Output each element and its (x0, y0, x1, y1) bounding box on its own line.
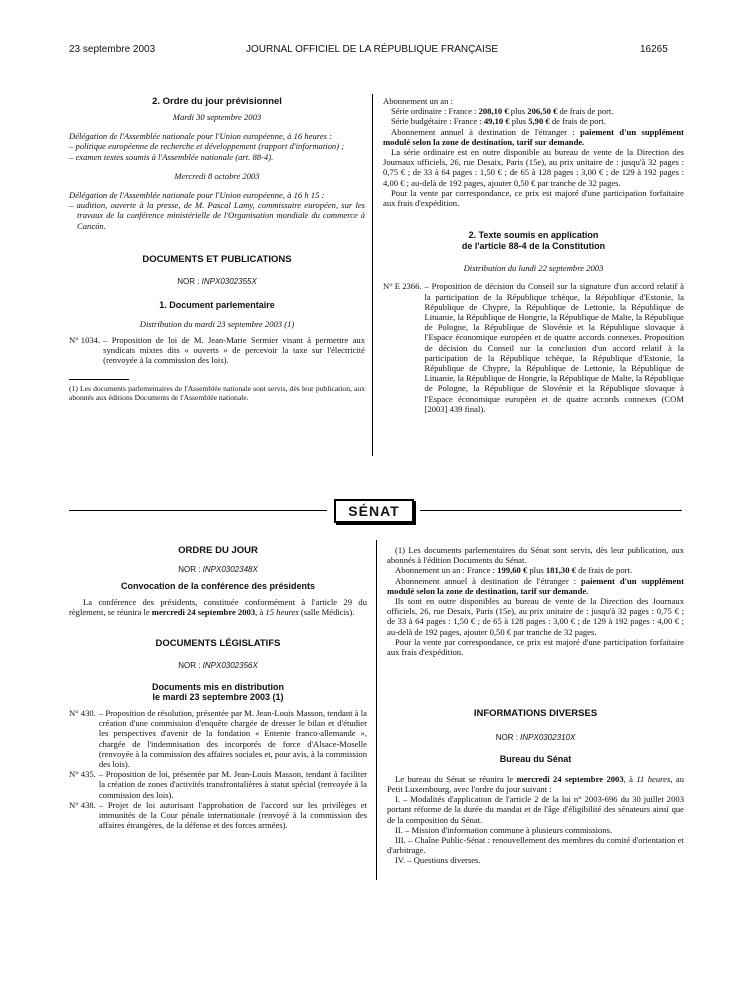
agenda-item: – examen textes soumis à l'Assemblée nationale (art. 88-4). (69, 151, 274, 162)
agenda-item: – politique européenne de recherche et développement (rapport d'information) ; (69, 141, 345, 152)
subsection-title: Documents mis en distribution le mardi 23 septembre 2003 (1) (151, 681, 284, 703)
agenda-item: III. – Chaîne Public-Sénat : renouvellement des membres du comité d'orientation et d'arbitrage. (387, 834, 684, 856)
section-title: DOCUMENTS LÉGISLATIFS (155, 637, 281, 649)
header-page-number: 16265 (640, 44, 668, 55)
entry-text: – Projet de loi autorisant l'approbation de l'accord sur les privilèges et immunités de la Cour pénale internationale (renvoyé à la commission des affaires étrangères, de la défense et des forces armées). (98, 799, 367, 831)
an-left-column (69, 96, 365, 402)
foreign-subscription: Abonnement annuel à destination de l'étranger : paiement d'un supplément modulé selon la zone de destination, tarif sur demande. (383, 126, 684, 147)
mail-order-info: Pour la vente par correspondance, ce prix est majoré d'une participation forfaitaire aux frais d'expédition. (387, 636, 684, 658)
footnote: (1) Les documents parlementaires de l'Assemblée nationale sont servis, dès leur publication, aux abonnés aux éditions Documents de l'Assemblée nationale. (69, 384, 365, 403)
distribution-date: Distribution du mardi 23 septembre 2003 (1) (139, 319, 295, 330)
document-entry (69, 800, 367, 831)
entry-number: N° 430. (69, 707, 96, 718)
separator-line (420, 510, 682, 511)
subsection-title: Bureau du Sénat (499, 754, 572, 765)
mail-order-info: Pour la vente par correspondance, ce prix est majoré d'une participation forfaitaire aux frais d'expédition. (383, 187, 684, 209)
document-entry (69, 769, 367, 800)
entry-text: – Proposition de résolution, présentée par M. Jean-Louis Masson, tendant à la création d'une commission d'enquête chargée de dresser le bilan et d'étudier les perspectives d'avenir de la fondation « Entente franco-allemande », chargée de l'indemnisation des incorporés de force d'Alsace-Moselle (renvoyée à la commission des affaires sociales et, pour avis, à la commission des lois). (98, 707, 367, 769)
senat-right-column (387, 545, 684, 866)
an-right-column (383, 96, 684, 414)
section-title: 2. Texte soumis en application de l'article 88-4 de la Constitution (461, 230, 606, 251)
footnote-rule (69, 379, 129, 380)
nor-reference: NOR : INPX0302356X (178, 660, 258, 670)
subscription-intro: Abonnement un an : (383, 96, 453, 106)
header-date: 23 septembre 2003 (69, 44, 156, 55)
column-divider (372, 94, 373, 456)
subscription-line: Série ordinaire : France : 208,10 € plus 206,50 € de frais de port. (391, 106, 614, 117)
sale-info: La série ordinaire est en outre disponible au bureau de vente de la Direction des Journaux officiels, 26, rue Desaix, Paris (15e), au prix unitaire de : jusqu'à 32 pages : 0,75 € ; de 33 à 64 pages : 1,50 € ; de 65 à 128 pages : 3,00 € ; de 129 à 192 pages : 4,00 € ; au-delà de 192 pages, ajouter 0,50 € par tranche de 32 pages. (383, 147, 684, 188)
document-entry (69, 335, 365, 366)
date-heading: Mardi 30 septembre 2003 (172, 112, 262, 122)
subsection-title: 1. Document parlementaire (159, 299, 275, 310)
distribution-date: Distribution du lundi 22 septembre 2003 (463, 263, 604, 274)
footnote: (1) Les documents parlementaires du Sénat sont servis, dès leur publication, aux abonnés à l'édition Documents du Sénat. (387, 545, 684, 566)
entry-number: N° E 2366. (383, 281, 422, 292)
sale-info: Ils sont en outre disponibles au bureau de vente de la Direction des Journaux officiels, 26, rue Desaix, Paris (15e), au prix unitaire de : jusqu'à 32 pages : 0,75 € ; de 33 à 64 pages : 1,50 € ; de 65 à 128 pages : 3,00 € ; de 129 à 192 pages : 4,00 € ; au-delà de 192 pages, ajouter 0,50 € par tranche de 32 pages. (387, 596, 684, 637)
nor-reference: NOR : INPX0302355X (177, 276, 257, 286)
delegation-text: Délégation de l'Assemblée nationale pour l'Union européenne, à 16 h 15 : (69, 190, 325, 201)
header-journal: JOURNAL OFFICIEL DE LA RÉPUBLIQUE FRANÇAISE (246, 44, 499, 55)
entry-text: – Proposition de loi, présentée par M. Jean-Louis Masson, tendant à faciliter la création de zones d'activités transfrontalières à statut spécial (renvoyée à la commission des lois). (98, 769, 367, 800)
foreign-subscription: Abonnement annuel à destination de l'étranger : paiement d'un supplément modulé selon la zone de destination, tarif sur demande. (387, 575, 684, 596)
section-title: INFORMATIONS DIVERSES (473, 708, 598, 720)
entry-text: – Proposition de loi de M. Jean-Marie Sermier visant à permettre aux syndicats mixtes dits « ouverts » de percevoir la taxe sur l'électricité (renvoyée à la commission des lois). (103, 334, 365, 365)
section-title: 2. Ordre du jour prévisionnel (152, 96, 282, 107)
separator-line (69, 510, 327, 511)
agenda-item: I. – Modalités d'application de l'article 2 de la loi n° 2003-696 du 30 juillet 2003 portant réforme de la durée du mandat et de l'âge d'éligibilité des sénateurs ainsi que de la composition du Sénat. (387, 794, 684, 825)
nor-reference: NOR : INPX0302348X (178, 565, 258, 574)
subsection-title: Convocation de la conférence des présidents (120, 581, 316, 591)
section-title: ORDRE DU JOUR (178, 545, 258, 556)
document-entry (69, 708, 367, 769)
entry-number: N° 438. (69, 799, 96, 810)
entry-text: – Proposition de décision du Conseil sur la signature d'un accord relatif à la participation de la République tchèque, la République d'Estonie, la République de Chypre, la République de Lettonie, la République de Lituanie, la République de Hongrie, la République de Malte, la République de Pologne, la République de Slovénie et la République slovaque à l'Espace économique européen et de quatre accords connexes. Proposition de décision du Conseil sur la conclusion d'un accord relatif à la participation de la République tchèque, la République d'Estonie, la République de Chypre, la République de Lettonie, la République de Lituanie, la République de Hongrie, la République de Malte, la République de Pologne, la République de Slovénie et la République slovaque à l'Espace économique européen et de quatre accords connexes (COM [2003] 439 final). (424, 281, 684, 414)
delegation-text: Délégation de l'Assemblée nationale pour l'Union européenne, à 16 heures : (69, 131, 332, 142)
senat-left-column (69, 545, 367, 830)
subscription-line: Série budgétaire : France : 49,10 € plus 5,90 € de frais de port. (391, 116, 606, 127)
agenda-item: IV. – Questions diverses. (395, 855, 481, 866)
agenda-item: – audition, ouverte à la presse, de M. Pascal Lamy, commissaire européen, sur les travaux de la conférence ministérielle de l'Organisation mondiale du commerce à Cancún. (69, 200, 365, 231)
entry-number: N° 435. (69, 769, 96, 780)
subscription-line: Abonnement un an : France : 199,60 € plus 181,30 € de frais de port. (395, 565, 633, 576)
document-entry (383, 281, 684, 414)
date-heading: Mercredi 8 octobre 2003 (174, 170, 260, 181)
convocation-text: La conférence des présidents, constituée conformément à l'article 29 du règlement, se réunira le mercredi 24 septembre 2003, à 15 heures (salle Médicis). (69, 596, 367, 617)
nor-reference: NOR : INPX0302310X (495, 733, 576, 743)
agenda-item: II. – Mission d'information commune à plusieurs commissions. (395, 824, 613, 835)
column-divider (376, 540, 377, 880)
entry-number: N° 1034. (69, 334, 101, 345)
senat-heading: SÉNAT (334, 499, 414, 523)
bureau-text: Le bureau du Sénat se réunira le mercredi 24 septembre 2003, à 11 heures, au Petit Luxembourg, avec l'ordre du jour suivant : (387, 773, 684, 794)
section-title: DOCUMENTS ET PUBLICATIONS (142, 253, 292, 265)
